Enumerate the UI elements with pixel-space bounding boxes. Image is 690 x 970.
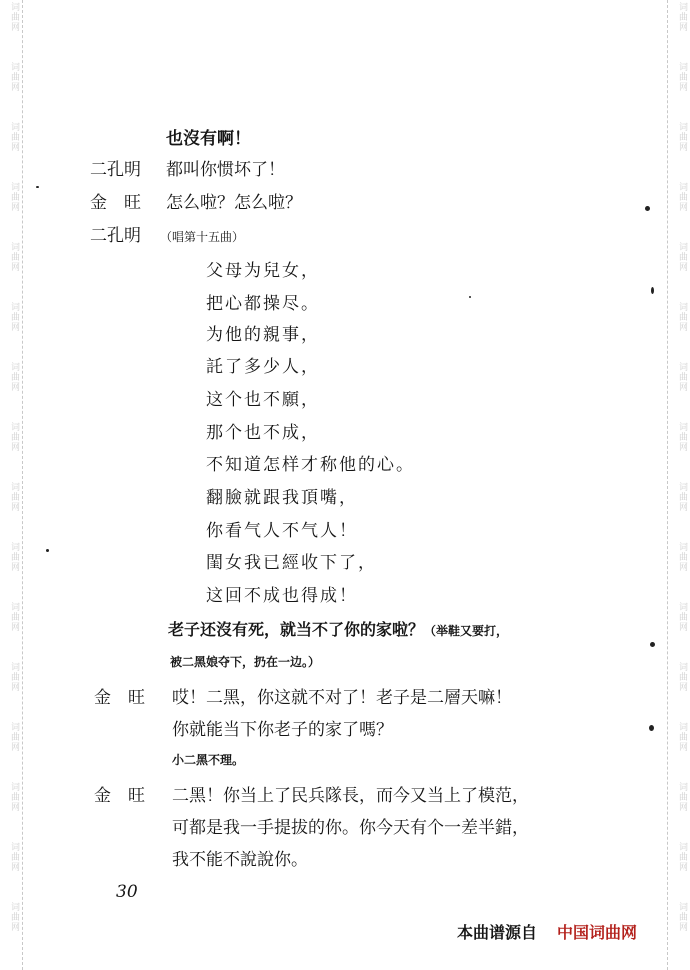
watermark-text: 词曲网: [9, 482, 19, 512]
watermark-text: 词曲网: [677, 842, 687, 872]
watermark-text: 词曲网: [677, 542, 687, 572]
left-margin-watermark-strip: [0, 0, 23, 970]
watermark-text: 词曲网: [9, 722, 19, 752]
stage-direction: （举鞋又要打，: [424, 624, 509, 638]
scan-speck: [645, 206, 650, 211]
watermark-text: 词曲网: [9, 242, 19, 272]
watermark-text: 词曲网: [9, 302, 19, 332]
watermark-text: 词曲网: [677, 182, 687, 212]
right-margin-watermark-strip: [667, 0, 690, 970]
watermark-text: 词曲网: [9, 602, 19, 632]
source-label: 本曲谱源自: [457, 923, 538, 942]
verse-line: 为他的親事，: [206, 325, 320, 345]
watermark-text: 词曲网: [9, 842, 19, 872]
watermark-text: 词曲网: [677, 2, 687, 32]
scan-speck: [649, 725, 654, 731]
stage-direction: （唱第十五曲）: [160, 230, 245, 244]
dialogue-line: 可都是我一手提拔的你。你今天有个一差半錯，: [172, 818, 529, 838]
watermark-text: 词曲网: [9, 122, 19, 152]
dialogue-line: 哎！二黑，你这就不对了！老子是二層天嘛！: [172, 688, 512, 708]
watermark-text: 词曲网: [677, 662, 687, 692]
dialogue-line: 怎么啦？怎么啦？: [166, 193, 302, 213]
scan-speck: [650, 642, 655, 647]
watermark-text: 词曲网: [677, 902, 687, 932]
dialogue-text: 老子还沒有死，就当不了你的家啦？: [168, 620, 425, 639]
speaker-name: 二孔明: [90, 160, 141, 180]
dialogue-line: 我不能不說說你。: [172, 850, 308, 870]
dialogue-line: 也沒有啊！: [166, 129, 251, 149]
verse-line: 这回不成也得成！: [206, 586, 358, 606]
verse-line: 翻臉就跟我頂嘴，: [206, 488, 358, 508]
verse-line: 託了多少人，: [206, 357, 320, 377]
watermark-text: 词曲网: [9, 182, 19, 212]
watermark-text: 词曲网: [677, 722, 687, 752]
speaker-name: 二孔明: [90, 226, 141, 246]
stage-direction: 被二黑娘夺下，扔在一边。）: [170, 655, 321, 669]
watermark-text: 词曲网: [677, 62, 687, 92]
dialogue-line: [168, 618, 508, 643]
watermark-text: 词曲网: [9, 782, 19, 812]
stage-direction: 小二黑不理。: [172, 753, 245, 767]
watermark-text: 词曲网: [9, 362, 19, 392]
scan-speck: [46, 549, 49, 552]
speaker-name: 金 旺: [94, 688, 145, 708]
watermark-text: 词曲网: [9, 902, 19, 932]
watermark-text: 词曲网: [677, 242, 687, 272]
verse-line: 把心都操尽。: [206, 294, 320, 314]
page-number: 30: [116, 882, 138, 902]
verse-line: 那个也不成，: [206, 423, 320, 443]
watermark-text: 词曲网: [677, 302, 687, 332]
verse-line: 你看气人不气人！: [206, 521, 358, 541]
scan-speck: [469, 296, 471, 298]
verse-line: 父母为兒女，: [206, 261, 320, 281]
watermark-text: 词曲网: [677, 482, 687, 512]
speaker-name: 金 旺: [94, 786, 145, 806]
watermark-text: 词曲网: [677, 602, 687, 632]
watermark-text: 词曲网: [9, 2, 19, 32]
dialogue-line: 二黑！你当上了民兵隊長，而今又当上了模范，: [172, 786, 529, 806]
watermark-text: 词曲网: [677, 362, 687, 392]
speaker-name: 金 旺: [90, 193, 141, 213]
watermark-text: 词曲网: [677, 782, 687, 812]
verse-line: 这个也不願，: [206, 390, 320, 410]
scan-speck: [651, 287, 654, 294]
source-credit: [457, 920, 637, 943]
watermark-text: 词曲网: [9, 422, 19, 452]
watermark-text: 词曲网: [9, 662, 19, 692]
verse-line: 閨女我已經收下了，: [206, 553, 377, 573]
verse-line: 不知道怎样才称他的心。: [206, 455, 415, 475]
watermark-text: 词曲网: [9, 62, 19, 92]
watermark-text: 词曲网: [9, 542, 19, 572]
watermark-text: 词曲网: [677, 422, 687, 452]
watermark-text: 词曲网: [677, 122, 687, 152]
dialogue-line: 你就能当下你老子的家了嗎？: [172, 720, 393, 740]
scan-speck: [36, 186, 39, 188]
source-site-name: 中国词曲网: [557, 923, 638, 942]
dialogue-line: 都叫你惯坏了！: [166, 160, 285, 180]
